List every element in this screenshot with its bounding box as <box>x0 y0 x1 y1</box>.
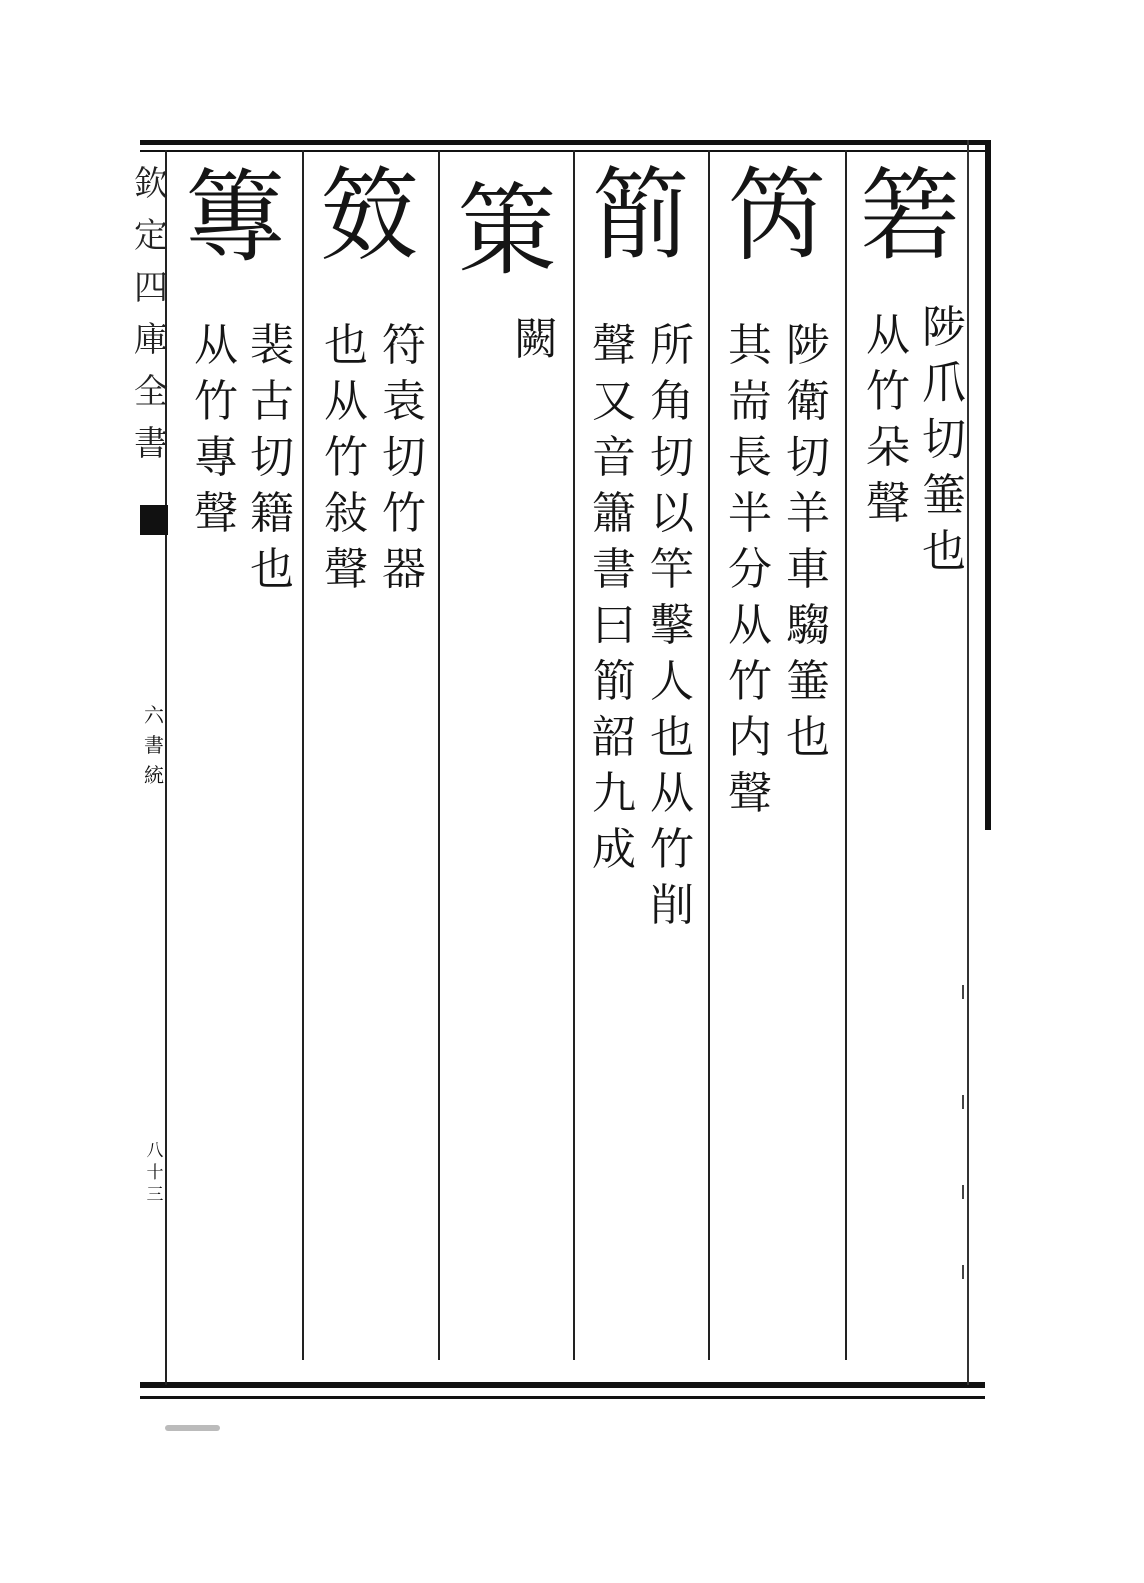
frame-bottom-inner-rule <box>140 1396 985 1399</box>
scan-speck <box>962 1095 964 1109</box>
frame-top-inner-rule <box>140 150 985 152</box>
entry-definition-line: 陟 衛 切 羊 車 騶 箠 也 <box>786 320 830 763</box>
scan-speck <box>962 1265 964 1279</box>
margin-book-title: 欽 定 四 庫 全 書 <box>134 164 168 464</box>
entry-definition-line: 也 从 竹 敍 聲 <box>324 320 368 595</box>
seal-character: 篿 <box>185 159 285 276</box>
column-divider <box>845 150 847 1360</box>
entry-definition-line: 所 角 切 以 竿 擊 人 也 从 竹 削 <box>650 320 694 931</box>
frame-bottom-rule <box>140 1382 985 1388</box>
entry-definition-line: 从 竹 專 聲 <box>194 320 238 539</box>
column-divider <box>438 150 440 1360</box>
seal-character: 箬 <box>860 157 960 274</box>
seal-character: 笍 <box>727 157 827 274</box>
entry-definition-line: 闕 <box>514 314 558 365</box>
margin-volume-title: 六 書 統 <box>144 703 164 787</box>
margin-page-number: 八 十 三 <box>146 1141 164 1205</box>
column-divider <box>302 150 304 1360</box>
scan-speck <box>962 1185 964 1199</box>
column-divider <box>708 150 710 1360</box>
scan-speck <box>962 985 964 999</box>
seal-character: 笯 <box>320 157 420 274</box>
entry-definition-line: 符 袁 切 竹 器 <box>382 320 426 595</box>
frame-top-rule <box>140 140 985 145</box>
entry-definition-line: 从 竹 朵 聲 <box>866 310 910 529</box>
entry-definition-line: 裴 古 切 籍 也 <box>250 320 294 595</box>
entry-definition-line: 陟 爪 切 箠 也 <box>922 302 966 577</box>
column-divider <box>573 150 575 1360</box>
seal-character: 箾 <box>590 157 690 274</box>
entry-definition-line: 聲 又 音 簫 書 曰 箾 韶 九 成 <box>592 320 636 875</box>
frame-right-rule <box>985 140 991 830</box>
seal-character: 䇿 <box>457 172 557 289</box>
entry-definition-line: 其 耑 長 半 分 从 竹 内 聲 <box>728 320 772 819</box>
bottom-smudge <box>165 1425 220 1431</box>
fishtail-mark <box>140 505 168 535</box>
